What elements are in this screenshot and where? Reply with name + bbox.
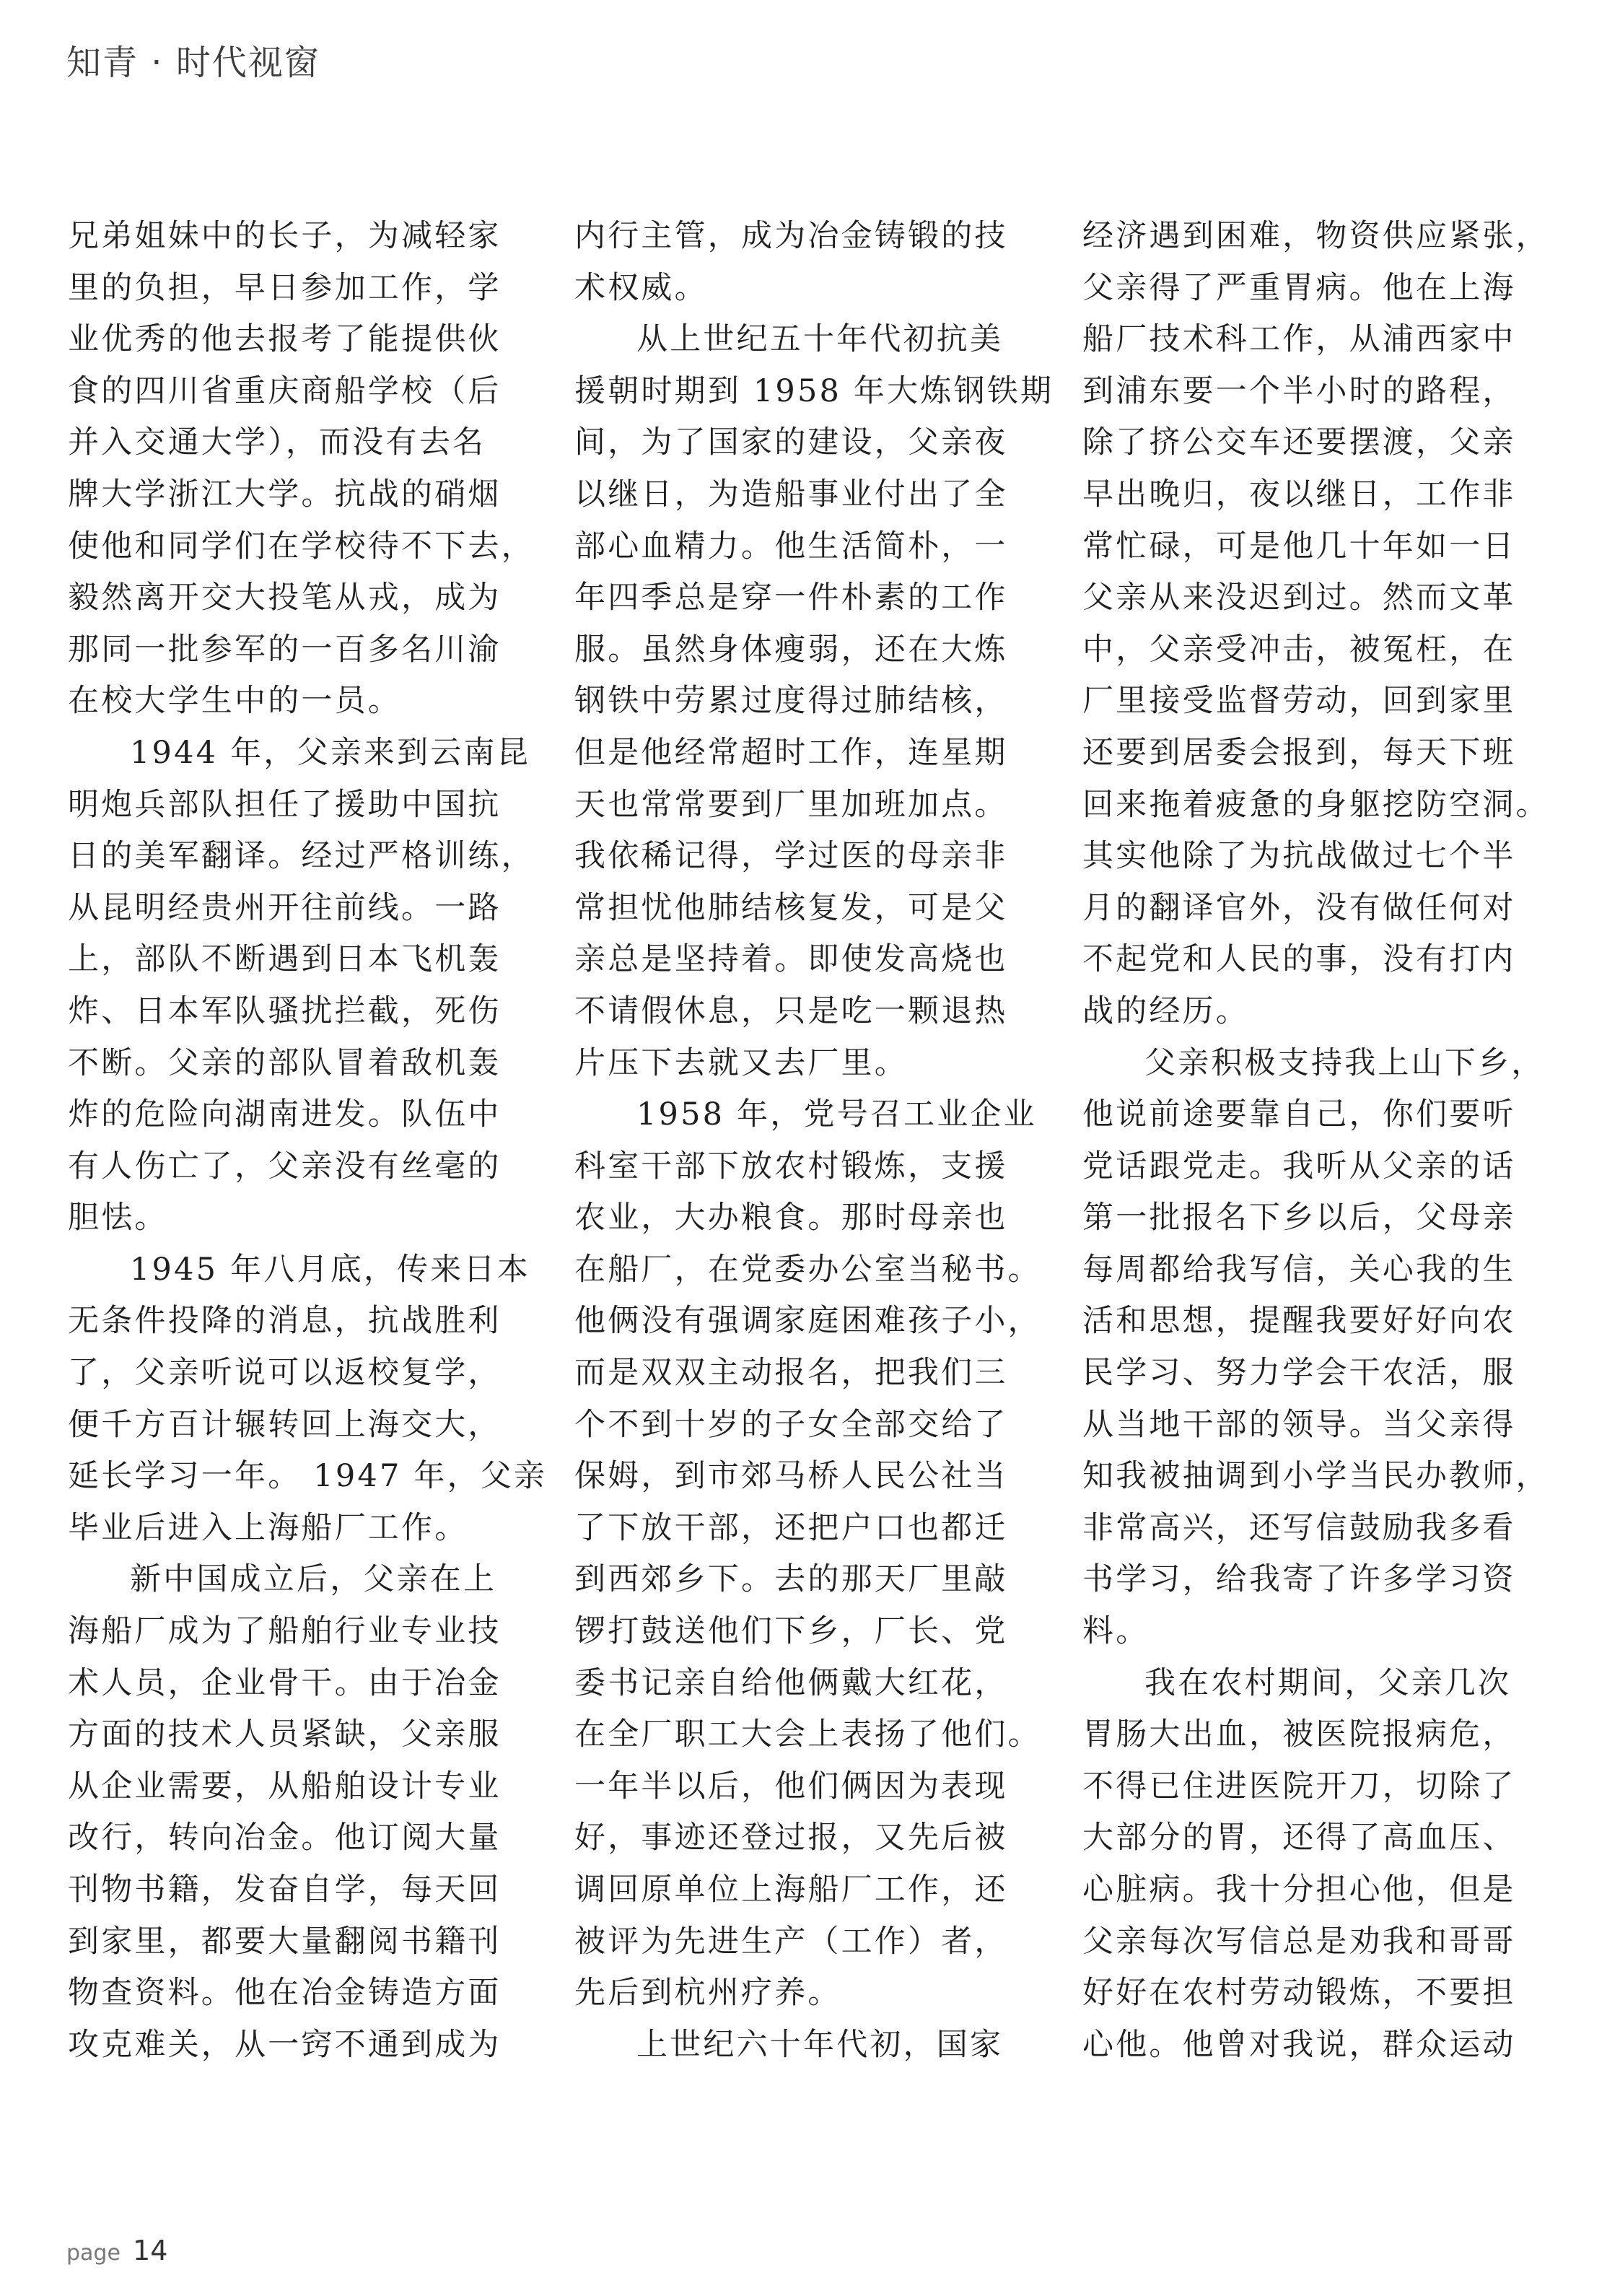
- text-line: 使他和同学们在学校待不下去，: [68, 528, 535, 564]
- text-line: 心脏病。我十分担心他，但是: [1082, 1872, 1516, 1908]
- text-line: 非常高兴，还写信鼓励我多看: [1082, 1509, 1516, 1546]
- paragraph-start-line: 上世纪六十年代初，国家: [636, 2026, 1004, 2063]
- paragraph-start-line: 新中国成立后，父亲在上: [130, 1561, 497, 1598]
- text-line: 食的四川省重庆商船学校（后: [68, 372, 502, 409]
- text-line: 物查资料。他在冶金铸造方面: [68, 1975, 502, 2012]
- text-line: 援朝时期到 1958 年大炼钢铁期: [574, 372, 1054, 409]
- page-footer: [66, 2235, 167, 2266]
- text-line: 知我被抽调到小学当民办教师，: [1082, 1458, 1549, 1495]
- text-line: 日的美军翻译。经过严格训练，: [68, 838, 535, 875]
- text-line: 但是他经常超时工作，连星期: [574, 734, 1008, 771]
- text-line: 民学习、努力学会干农活，服: [1082, 1355, 1516, 1392]
- text-line: 炸、日本军队骚扰拦截，死伤: [68, 992, 502, 1029]
- text-column-2: [574, 211, 1054, 2071]
- text-line: 以继日，为造船事业付出了全: [574, 476, 1008, 512]
- text-line: 内行主管，成为冶金铸锻的技: [574, 218, 1008, 254]
- text-line: 部心血精力。他生活简朴，一: [574, 528, 1008, 564]
- text-line: 在船厂，在党委办公室当秘书。: [574, 1251, 1041, 1288]
- text-line: 间，为了国家的建设，父亲夜: [574, 424, 1008, 461]
- text-line: 从企业需要，从船舶设计专业: [68, 1768, 502, 1804]
- text-line: 并入交通大学），而没有去名: [68, 424, 486, 461]
- text-line: 先后到杭州疗养。: [574, 1975, 841, 2012]
- text-line: 炸的危险向湖南进发。队伍中: [68, 1096, 502, 1133]
- text-line: 钢铁中劳累过度得过肺结核，: [574, 683, 1008, 720]
- text-line: 那同一批参军的一百多名川渝: [68, 631, 502, 668]
- paragraph-start-line: 1944 年，父亲来到云南昆: [130, 734, 530, 771]
- page-number: 14: [133, 2235, 168, 2266]
- text-line: 到浦东要一个半小时的路程，: [1082, 372, 1516, 409]
- magazine-section-header: 知青 · 时代视窗: [66, 43, 320, 83]
- text-line: 牌大学浙江大学。抗战的硝烟: [68, 476, 502, 512]
- text-line: 父亲得了严重胃病。他在上海: [1082, 269, 1516, 306]
- text-line: 而是双双主动报名，把我们三: [574, 1355, 1008, 1392]
- text-line: 回来拖着疲惫的身躯挖防空洞。: [1082, 786, 1549, 823]
- text-line: 心他。他曾对我说，群众运动: [1082, 2026, 1516, 2063]
- text-line: 我依稀记得，学过医的母亲非: [574, 838, 1008, 875]
- text-line: 明炮兵部队担任了援助中国抗: [68, 786, 502, 823]
- text-line: 胃肠大出血，被医院报病危，: [1082, 1716, 1516, 1753]
- text-line: 好，事迹还登过报，又先后被: [574, 1820, 1008, 1856]
- text-line: 书学习，给我寄了许多学习资: [1082, 1561, 1516, 1598]
- text-line: 科室干部下放农村锻炼，支援: [574, 1148, 1008, 1184]
- paragraph-start-line: 1958 年，党号召工业企业: [636, 1096, 1037, 1133]
- text-line: 他说前途要靠自己，你们要听: [1082, 1096, 1516, 1133]
- text-line: 从昆明经贵州开往前线。一路: [68, 889, 502, 926]
- text-line: 他俩没有强调家庭困难孩子小，: [574, 1303, 1041, 1340]
- text-line: 好好在农村劳动锻炼，不要担: [1082, 1975, 1516, 2012]
- text-line: 第一批报名下乡以后，父母亲: [1082, 1200, 1516, 1236]
- text-line: 活和思想，提醒我要好好向农: [1082, 1303, 1516, 1340]
- text-line: 到家里，都要大量翻阅书籍刊: [68, 1923, 502, 1960]
- text-line: 不起党和人民的事，没有打内: [1082, 941, 1516, 978]
- text-line: 农业，大办粮食。那时母亲也: [574, 1200, 1008, 1236]
- text-line: 片压下去就又去厂里。: [574, 1044, 908, 1081]
- text-line: 海船厂成为了船舶行业专业技: [68, 1613, 502, 1650]
- text-line: 早出晚归，夜以继日，工作非: [1082, 476, 1516, 512]
- text-column-3: [1082, 211, 1551, 2071]
- text-line: 服。虽然身体瘦弱，还在大炼: [574, 631, 1008, 668]
- text-line: 保姆，到市郊马桥人民公社当: [574, 1458, 1008, 1495]
- text-line: 还要到居委会报到，每天下班: [1082, 734, 1516, 771]
- text-line: 常忙碌，可是他几十年如一日: [1082, 528, 1516, 564]
- text-line: 一年半以后，他们俩因为表现: [574, 1768, 1008, 1804]
- text-line: 胆怯。: [68, 1200, 168, 1236]
- text-line: 不断。父亲的部队冒着敌机轰: [68, 1044, 502, 1081]
- text-line: 战的经历。: [1082, 992, 1249, 1029]
- text-line: 中，父亲受冲击，被冤枉，在: [1082, 631, 1516, 668]
- text-line: 不请假休息，只是吃一颗退热: [574, 992, 1008, 1029]
- text-line: 术人员，企业骨干。由于冶金: [68, 1664, 502, 1701]
- text-line: 经济遇到困难，物资供应紧张，: [1082, 218, 1549, 254]
- text-line: 了，父亲听说可以返校复学，: [68, 1355, 502, 1392]
- paragraph-start-line: 我在农村期间，父亲几次: [1144, 1664, 1512, 1701]
- text-line: 上，部队不断遇到日本飞机轰: [68, 941, 502, 978]
- text-line: 厂里接受监督劳动，回到家里: [1082, 683, 1516, 720]
- text-line: 毅然离开交大投笔从戎，成为: [68, 580, 502, 616]
- text-line: 父亲每次写信总是劝我和哥哥: [1082, 1923, 1516, 1960]
- text-line: 调回原单位上海船厂工作，还: [574, 1872, 1008, 1908]
- text-line: 父亲从来没迟到过。然而文革: [1082, 580, 1516, 616]
- text-line: 毕业后进入上海船厂工作。: [68, 1509, 468, 1546]
- text-line: 大部分的胃，还得了高血压、: [1082, 1820, 1516, 1856]
- text-line: 延长学习一年。 1947 年，父亲: [68, 1458, 548, 1495]
- text-line: 被评为先进生产（工作）者，: [574, 1923, 1008, 1960]
- text-line: 里的负担，早日参加工作，学: [68, 269, 502, 306]
- text-line: 术权威。: [574, 269, 708, 306]
- text-line: 其实他除了为抗战做过七个半: [1082, 838, 1516, 875]
- text-line: 方面的技术人员紧缺，父亲服: [68, 1716, 502, 1753]
- text-line: 无条件投降的消息，抗战胜利: [68, 1303, 502, 1340]
- paragraph-start-line: 从上世纪五十年代初抗美: [636, 321, 1004, 358]
- text-line: 在全厂职工大会上表扬了他们。: [574, 1716, 1041, 1753]
- paragraph-start-line: 父亲积极支持我上山下乡，: [1144, 1044, 1545, 1081]
- text-line: 攻克难关，从一窍不通到成为: [68, 2026, 502, 2063]
- text-line: 在校大学生中的一员。: [68, 683, 401, 720]
- text-line: 料。: [1082, 1613, 1150, 1650]
- text-line: 锣打鼓送他们下乡，厂长、党: [574, 1613, 1008, 1650]
- text-line: 天也常常要到厂里加班加点。: [574, 786, 1008, 823]
- text-line: 刊物书籍，发奋自学，每天回: [68, 1872, 502, 1908]
- text-line: 年四季总是穿一件朴素的工作: [574, 580, 1008, 616]
- text-line: 从当地干部的领导。当父亲得: [1082, 1406, 1516, 1443]
- text-line: 月的翻译官外，没有做任何对: [1082, 889, 1516, 926]
- text-line: 不得已住进医院开刀，切除了: [1082, 1768, 1516, 1804]
- text-line: 常担忧他肺结核复发，可是父: [574, 889, 1008, 926]
- text-line: 每周都给我写信，关心我的生: [1082, 1251, 1516, 1288]
- text-line: 有人伤亡了，父亲没有丝毫的: [68, 1148, 502, 1184]
- text-line: 兄弟姐妹中的长子，为减轻家: [68, 218, 502, 254]
- text-line: 亲总是坚持着。即使发高烧也: [574, 941, 1008, 978]
- text-line: 业优秀的他去报考了能提供伙: [68, 321, 502, 358]
- page-label: page: [66, 2240, 121, 2266]
- text-line: 委书记亲自给他俩戴大红花，: [574, 1664, 1008, 1701]
- text-line: 船厂技术科工作，从浦西家中: [1082, 321, 1516, 358]
- text-line: 个不到十岁的子女全部交给了: [574, 1406, 1008, 1443]
- text-line: 到西郊乡下。去的那天厂里敲: [574, 1561, 1008, 1598]
- text-column-1: [68, 211, 548, 2071]
- text-line: 改行，转向冶金。他订阅大量: [68, 1820, 502, 1856]
- paragraph-start-line: 1945 年八月底，传来日本: [130, 1251, 530, 1288]
- text-line: 党话跟党走。我听从父亲的话: [1082, 1148, 1516, 1184]
- text-line: 了下放干部，还把户口也都迁: [574, 1509, 1008, 1546]
- text-line: 除了挤公交车还要摆渡，父亲: [1082, 424, 1516, 461]
- text-line: 便千方百计辗转回上海交大，: [68, 1406, 502, 1443]
